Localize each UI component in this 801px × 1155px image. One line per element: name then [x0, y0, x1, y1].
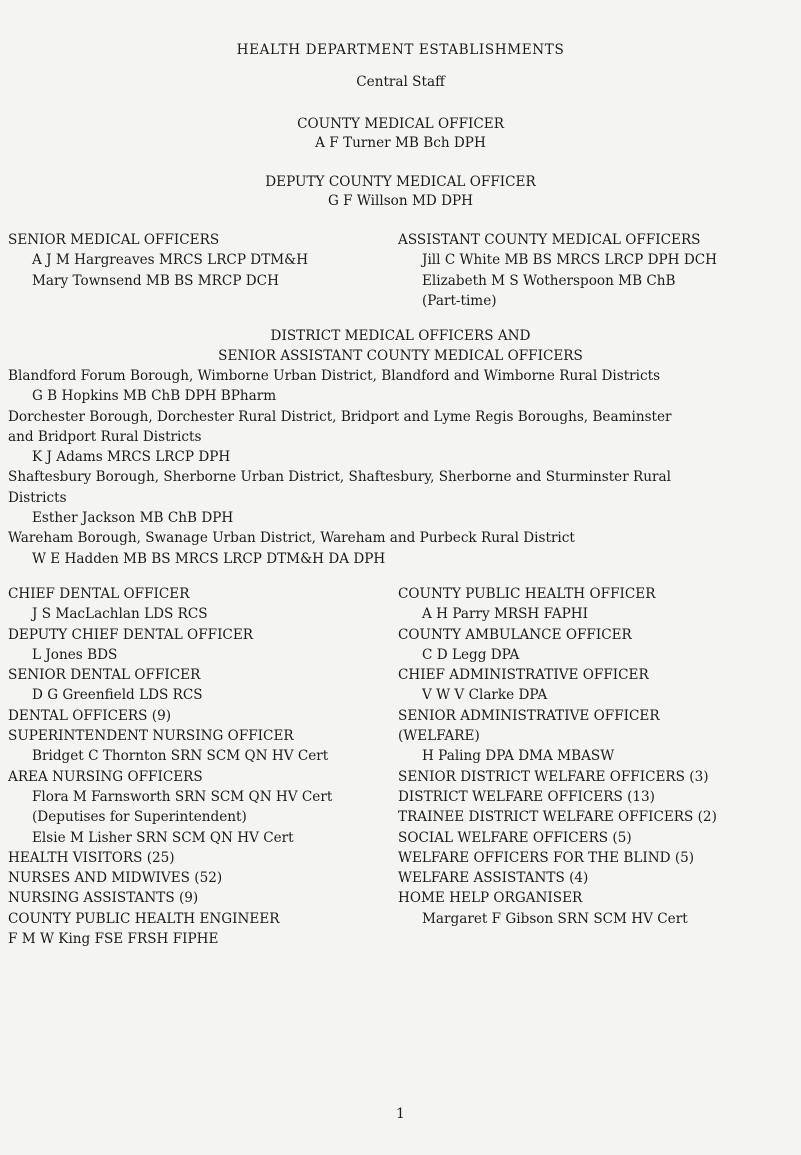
dcmo-name: G F Willson MD DPH [328, 193, 473, 209]
staff-heading: COUNTY PUBLIC HEALTH OFFICER [398, 586, 656, 602]
cmo-name: A F Turner MB Bch DPH [315, 135, 486, 151]
staff-name: Elsie M Lisher SRN SCM QN HV Cert [32, 829, 294, 846]
smo-name: Mary Townsend MB BS MRCP DCH [32, 272, 279, 289]
staff-heading: WELFARE OFFICERS FOR THE BLIND (5) [398, 849, 695, 866]
district-area: Wareham Borough, Swanage Urban District, Wareham and Purbeck Rural District [8, 530, 575, 547]
staff-name: C D Legg DPA [422, 646, 520, 663]
staff-name: F M W King FSE FRSH FIPHE [8, 931, 219, 948]
staff-heading: SOCIAL WELFARE OFFICERS (5) [398, 829, 632, 846]
staff-heading: SENIOR ADMINISTRATIVE OFFICER [398, 707, 660, 724]
staff-heading: CHIEF DENTAL OFFICER [8, 586, 190, 602]
page-number: 1 [396, 1106, 405, 1122]
staff-heading: SUPERINTENDENT NURSING OFFICER [8, 728, 294, 745]
staff-heading: AREA NURSING OFFICERS [8, 768, 203, 785]
staff-name: J S MacLachlan LDS RCS [32, 606, 208, 623]
smo-heading: SENIOR MEDICAL OFFICERS [8, 232, 220, 248]
staff-heading: WELFARE ASSISTANTS (4) [398, 870, 589, 887]
smo-name: A J M Hargreaves MRCS LRCP DTM&H [32, 252, 309, 269]
staff-heading: COUNTY PUBLIC HEALTH ENGINEER [8, 910, 280, 927]
dcmo-heading: DEPUTY COUNTY MEDICAL OFFICER [265, 174, 536, 190]
staff-heading: HOME HELP ORGANISER [398, 890, 583, 907]
acmo-name: Elizabeth M S Wotherspoon MB ChB [422, 272, 676, 289]
district-area: Dorchester Borough, Dorchester Rural District, Bridport and Lyme Regis Boroughs, Beaminster [8, 408, 672, 425]
staff-name: A H Parry MRSH FAPHI [422, 606, 589, 623]
page-subtitle: Central Staff [356, 74, 445, 90]
staff-name: Margaret F Gibson SRN SCM HV Cert [422, 910, 688, 927]
acmo-note: (Part-time) [422, 292, 497, 309]
district-area: Districts [8, 489, 67, 506]
senior-medical-officers [8, 230, 308, 291]
staff-note: (Deputises for Superintendent) [32, 809, 247, 826]
staff-name: Bridget C Thornton SRN SCM QN HV Cert [32, 748, 329, 765]
staff-heading: SENIOR DENTAL OFFICER [8, 667, 201, 684]
staff-heading: COUNTY AMBULANCE OFFICER [398, 626, 632, 643]
page-title: HEALTH DEPARTMENT ESTABLISHMENTS [236, 42, 565, 58]
staff-heading: TRAINEE DISTRICT WELFARE OFFICERS (2) [398, 809, 717, 826]
staff-heading: CHIEF ADMINISTRATIVE OFFICER [398, 667, 649, 684]
staff-name: Flora M Farnsworth SRN SCM QN HV Cert [32, 788, 333, 805]
staff-name: H Paling DPA DMA MBASW [422, 748, 615, 765]
cmo-heading: COUNTY MEDICAL OFFICER [297, 116, 504, 132]
district-officer: W E Hadden MB BS MRCS LRCP DTM&H DA DPH [32, 550, 386, 567]
district-area: Shaftesbury Borough, Sherborne Urban District, Shaftesbury, Sherborne and Sturminster Rural [8, 469, 671, 486]
staff-heading: DENTAL OFFICERS (9) [8, 707, 172, 724]
staff-heading: (WELFARE) [398, 728, 480, 745]
staff-heading: SENIOR DISTRICT WELFARE OFFICERS (3) [398, 768, 709, 785]
district-heading-1: DISTRICT MEDICAL OFFICERS AND [270, 328, 531, 344]
staff-heading: NURSES AND MIDWIVES (52) [8, 870, 223, 887]
acmo-heading: ASSISTANT COUNTY MEDICAL OFFICERS [398, 232, 701, 248]
staff-name: L Jones BDS [32, 646, 118, 663]
right-column [398, 584, 717, 929]
district-area: and Bridport Rural Districts [8, 428, 202, 445]
district-officer: K J Adams MRCS LRCP DPH [32, 449, 231, 466]
staff-heading: DISTRICT WELFARE OFFICERS (13) [398, 788, 655, 805]
staff-name: D G Greenfield LDS RCS [32, 687, 203, 704]
district-list [8, 366, 793, 569]
district-officer: G B Hopkins MB ChB DPH BPharm [32, 388, 277, 405]
staff-heading: DEPUTY CHIEF DENTAL OFFICER [8, 626, 253, 643]
staff-heading: NURSING ASSISTANTS (9) [8, 890, 199, 907]
left-column [8, 584, 332, 949]
staff-heading: HEALTH VISITORS (25) [8, 849, 175, 866]
district-officer: Esther Jackson MB ChB DPH [32, 510, 234, 527]
district-area: Blandford Forum Borough, Wimborne Urban District, Blandford and Wimborne Rural Districts [8, 368, 661, 384]
staff-name: V W V Clarke DPA [422, 687, 548, 704]
district-heading-2: SENIOR ASSISTANT COUNTY MEDICAL OFFICERS [218, 348, 583, 364]
assistant-county-medical-officers [398, 230, 717, 311]
acmo-name: Jill C White MB BS MRCS LRCP DPH DCH [422, 252, 717, 269]
